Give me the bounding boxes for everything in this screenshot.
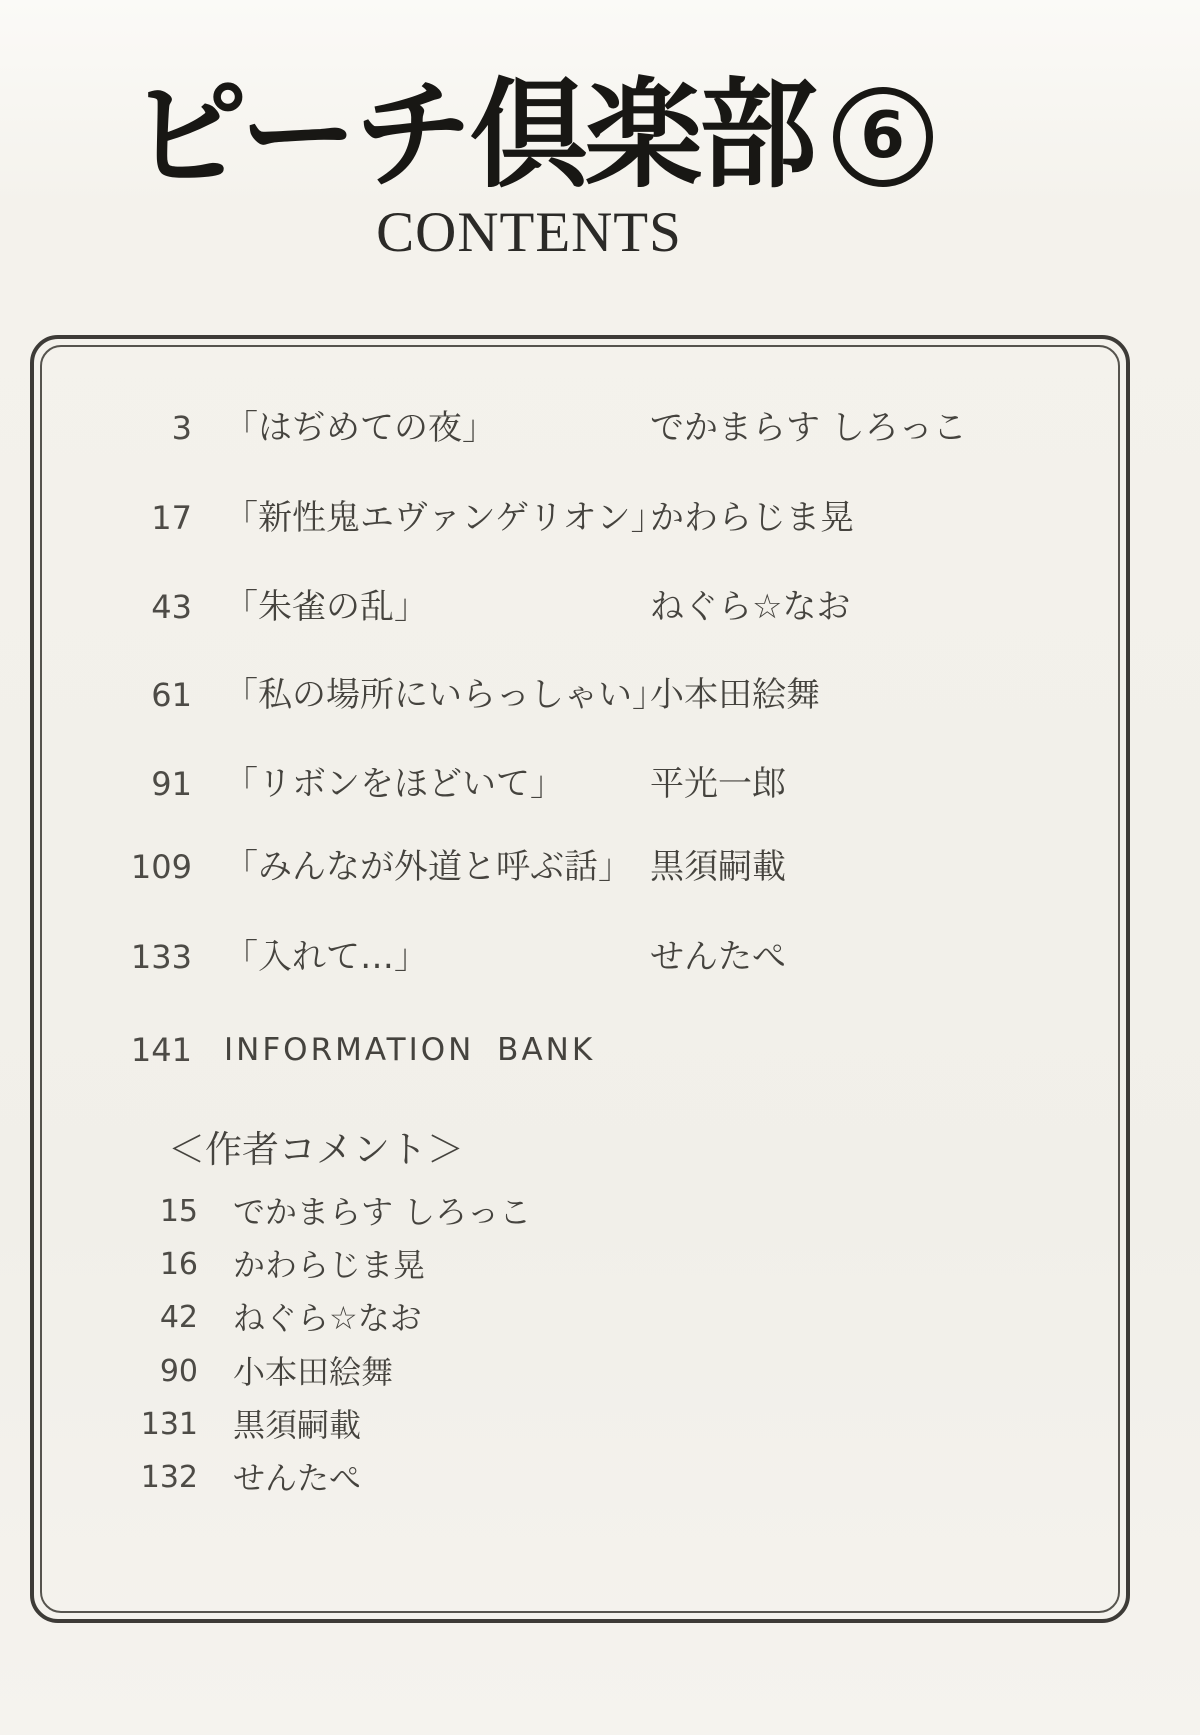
author-name: せんたぺ [233,1459,362,1497]
author-name: でかまらす しろっこ [233,1193,532,1231]
story-title: 「みんなが外道と呼ぶ話」 [224,847,632,887]
author-name: 黒須嗣載 [650,847,786,887]
comment-row [0,1245,1200,1287]
comment-row [0,1405,1200,1447]
author-name: かわらじま晃 [233,1246,426,1284]
toc-row [0,586,1200,630]
page-number: 133 [130,938,192,976]
page-number: 15 [159,1194,198,1229]
author-name: 小本田絵舞 [233,1353,394,1391]
author-name: 平光一郎 [650,764,786,804]
story-title: 「入れて…」 [224,937,428,977]
comment-row [0,1352,1200,1394]
author-name: ねぐら☆なお [233,1299,422,1337]
story-title: 「新性鬼エヴァンゲリオン」 [224,498,665,538]
page-number: 109 [130,848,192,886]
toc-row [0,497,1200,541]
page-number: 16 [159,1247,198,1282]
toc-row [0,763,1200,807]
toc-row [0,674,1200,718]
page-number: 61 [151,676,192,714]
page-number: 132 [140,1460,198,1495]
volume-number: 6 [860,99,905,174]
page-number: 3 [171,409,192,447]
story-title: 「リボンをほどいて」 [224,764,564,804]
author-comments-heading: ＜作者コメント＞ [168,1128,464,1171]
toc-row [0,936,1200,980]
comment-row [0,1298,1200,1340]
comment-row [0,1192,1200,1234]
toc-row [0,846,1200,890]
author-name: でかまらす しろっこ [650,408,967,448]
author-name: ねぐら☆なお [650,587,851,627]
page-number: 42 [159,1300,198,1335]
volume-circle-badge [833,87,933,187]
book-title [0,66,1062,204]
author-name: せんたぺ [650,937,786,977]
toc-row [0,407,1200,451]
story-title: 「私の場所にいらっしゃい」 [224,675,666,715]
page-number: 90 [159,1354,198,1389]
story-title: 「朱雀の乱」 [224,587,428,627]
toc-row [0,1029,1200,1073]
author-name: かわらじま晃 [650,498,854,538]
story-title: 「はぢめての夜」 [224,408,496,448]
page-number: 43 [151,588,192,626]
page-number: 131 [140,1407,198,1442]
page-number: 91 [151,765,192,803]
book-title-text: ピーチ倶楽部 [129,66,815,204]
story-title: INFORMATION BANK [224,1032,596,1068]
contents-heading: CONTENTS [376,201,682,264]
comment-row [0,1458,1200,1500]
page-number: 17 [151,499,192,537]
author-name: 黒須嗣載 [233,1406,362,1444]
page-number: 141 [130,1031,192,1069]
author-name: 小本田絵舞 [650,675,820,715]
